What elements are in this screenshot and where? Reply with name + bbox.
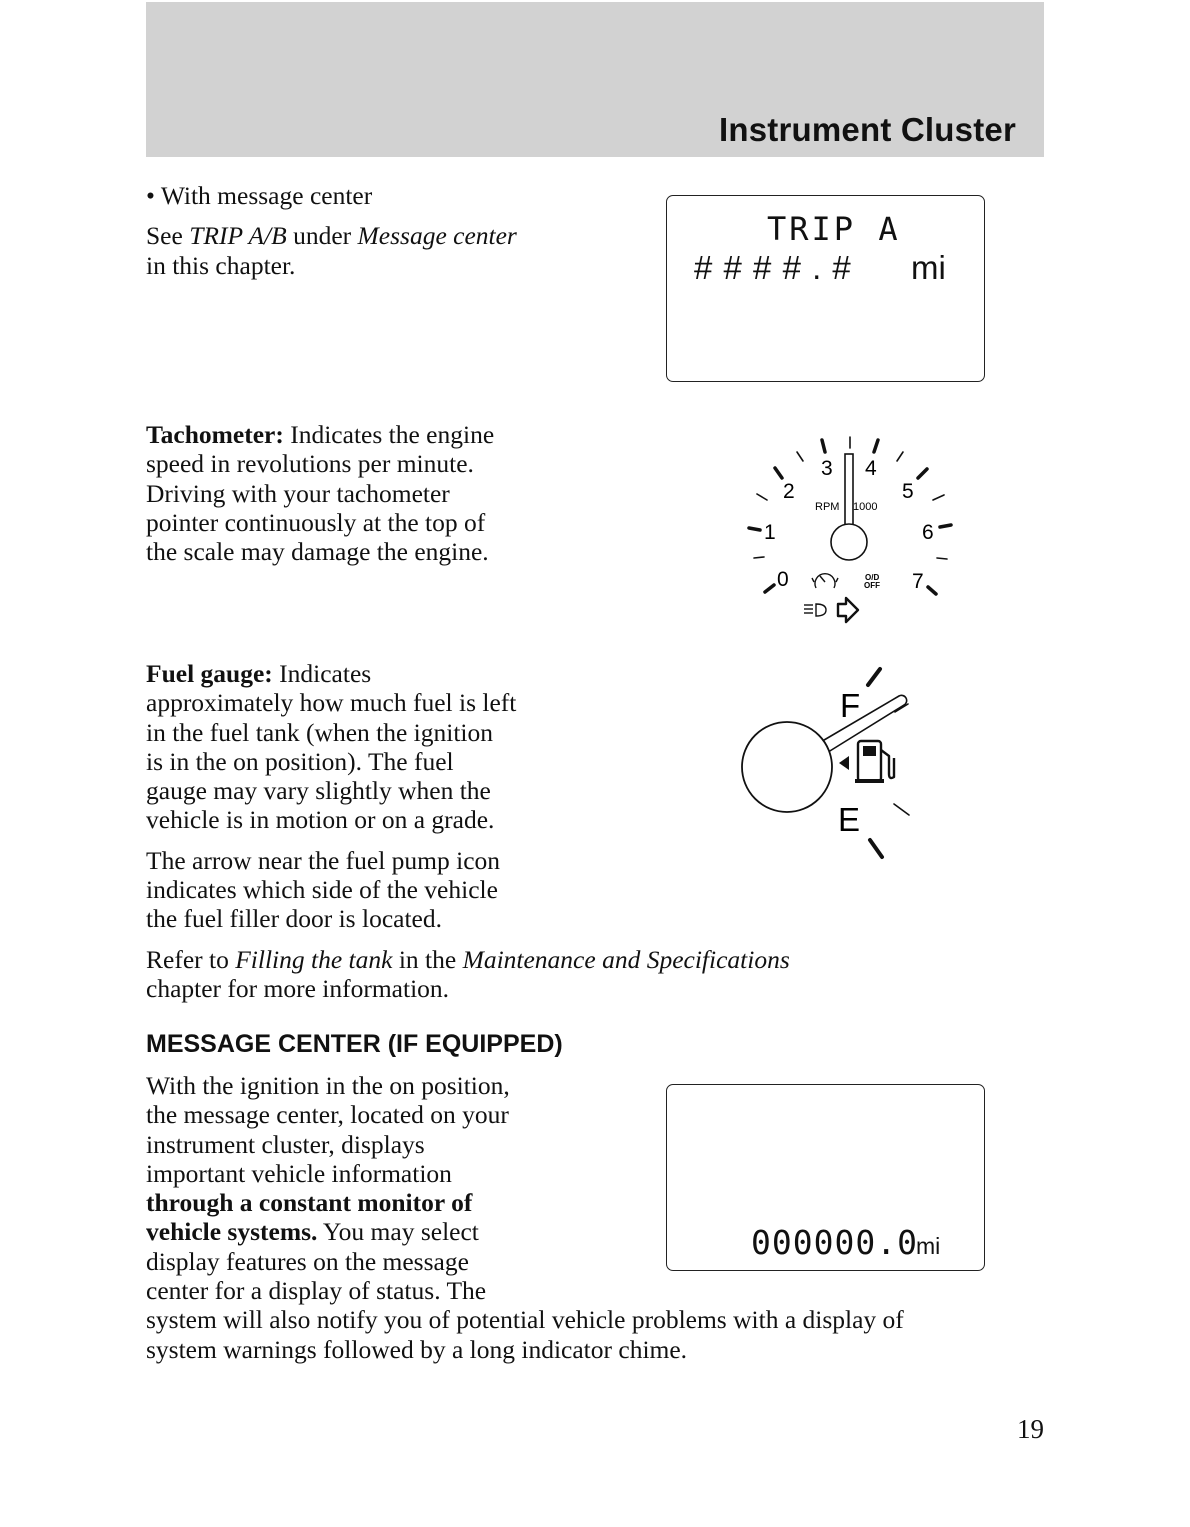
scale-label-3: 3 (821, 457, 833, 480)
odometer-display (666, 1084, 985, 1271)
trip-display-value: # # # # . # (694, 249, 851, 286)
scale-label-6: 6 (922, 521, 934, 544)
scale-label-2: 2 (783, 480, 795, 503)
od-off-icon-top: O/D (865, 573, 880, 582)
fuel-gauge-hub (742, 722, 832, 812)
fuel-full-label: F (840, 687, 861, 724)
tick-15 (757, 494, 767, 500)
trip-display-unit: mi (911, 249, 946, 286)
scale-label-4: 4 (865, 457, 877, 480)
trip-ab-reference: TRIP A/B (189, 221, 287, 251)
headlamp-icon (804, 604, 826, 616)
scale-label-0: 0 (777, 568, 789, 591)
rpm-label: RPM (815, 501, 840, 513)
tachometer-hub (831, 524, 867, 560)
scale-label-5: 5 (902, 480, 914, 503)
trip-bullet: • With message center (146, 181, 373, 210)
rpm-multiplier: 1000 (853, 501, 878, 513)
tick-65 (937, 558, 947, 559)
message-center-heading: MESSAGE CENTER (IF EQUIPPED) (146, 1030, 563, 1058)
header-band (146, 2, 1044, 157)
tachometer-term: Tachometer: (146, 420, 284, 449)
scale-label-1: 1 (764, 521, 776, 544)
filling-tank-reference: Filling the tank (235, 945, 393, 974)
fuel-gauge (735, 660, 925, 870)
tachometer-text: Tachometer: Indicates the engine speed in revolutions per minute. Driving with your tachometer pointer continuously at the top of the scale may damage the engine. (146, 420, 495, 567)
trip-see-line: See TRIP A/B under Message center (146, 221, 517, 251)
tick-1 (749, 528, 760, 530)
tick-4 (874, 440, 878, 452)
trip-section-text (146, 181, 517, 280)
maintenance-reference: Maintenance and Specifications (462, 945, 790, 974)
empty-tick (870, 840, 882, 857)
quarter-tick (894, 804, 909, 815)
odometer-value: 000000.0 (751, 1223, 918, 1262)
message-center-reference: Message center (357, 221, 517, 251)
message-center-text: With the ignition in the on position, the message center, located on your instrument cluster, displays important vehicle information through a constant monitor of vehicle systems. You may select display features on the message center for a display of status. The system will also notify you of potential vehicle problems with a display of system warnings followed by a long indicator chime. (146, 1071, 904, 1364)
tick-05 (754, 557, 764, 558)
tick-5 (918, 469, 927, 478)
speed-control-icon (812, 574, 838, 588)
tick-25 (797, 452, 803, 461)
tick-6 (940, 525, 951, 527)
fuel-gauge-text: Fuel gauge: Indicates approximately how much fuel is left in the fuel tank (when the ignition is in the on position). The fuel gauge may vary slightly when the vehicle is in motion or on a grade. The arrow near the fuel pump icon indicates which side of the vehicle the fuel filler door is located. (146, 659, 517, 934)
tachometer-gauge (740, 430, 970, 635)
turn-signal-icon (838, 598, 858, 622)
page-title: Instrument Cluster (719, 111, 1016, 148)
fuel-pump-icon (855, 741, 894, 783)
page-number: 19 (1017, 1414, 1044, 1444)
trip-display (666, 195, 985, 382)
tick-0 (765, 585, 774, 592)
trip-display-label: TRIP A (767, 210, 901, 248)
refer-paragraph: Refer to Filling the tank in the Maintenance and Specifications chapter for more information. (146, 945, 790, 1004)
tick-55 (933, 495, 944, 500)
fuel-empty-label: E (838, 801, 861, 838)
od-off-icon-bottom: OFF (864, 581, 880, 590)
tick-7 (928, 587, 936, 594)
tachometer-needle (845, 454, 853, 528)
trip-see-line-2: in this chapter. (146, 250, 296, 280)
full-tick (868, 669, 880, 685)
tick-2 (775, 468, 782, 478)
tick-3 (822, 440, 825, 452)
scale-label-7: 7 (912, 570, 924, 593)
fuel-filler-side-arrow (839, 756, 849, 770)
fuel-gauge-term: Fuel gauge: (146, 659, 273, 688)
tick-45 (897, 452, 903, 461)
odometer-unit: mi (916, 1233, 941, 1259)
